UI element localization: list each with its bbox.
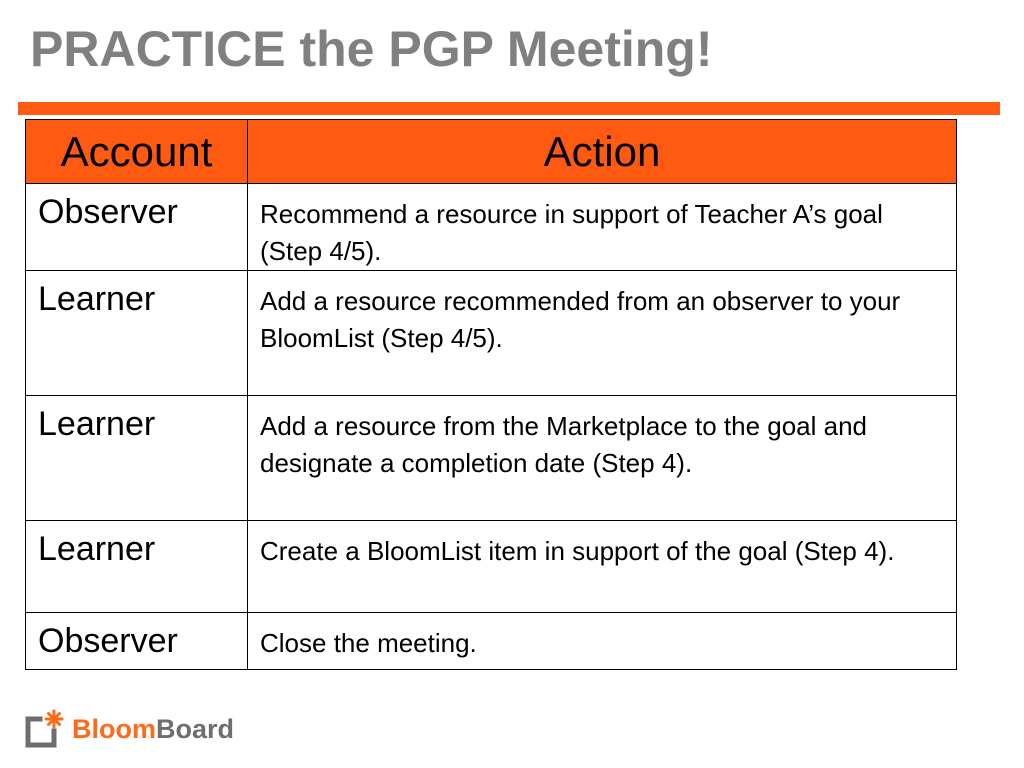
- table-row: [26, 270, 957, 395]
- logo-wordmark-board: Board: [156, 714, 235, 744]
- account-cell: Observer: [26, 612, 248, 669]
- header-action: Action: [248, 120, 957, 184]
- account-cell: Learner: [26, 520, 248, 612]
- slide-title: PRACTICE the PGP Meeting!: [30, 21, 713, 77]
- logo-wordmark-bloom: Bloom: [72, 714, 156, 744]
- table-row: [26, 612, 957, 669]
- action-cell: Create a BloomList item in support of the goal (Step 4).: [248, 520, 957, 612]
- action-cell: Add a resource from the Marketplace to the goal and designate a completion date (Step 4).: [248, 395, 957, 520]
- table-row: [26, 184, 957, 271]
- header-account: Account: [26, 120, 248, 184]
- bloomboard-logo: [24, 705, 234, 749]
- action-cell: Recommend a resource in support of Teacher A’s goal (Step 4/5).: [248, 184, 957, 271]
- account-cell: Learner: [26, 395, 248, 520]
- table-header-row: [26, 120, 957, 184]
- table-row: [26, 395, 957, 520]
- bloomboard-logo-icon: [24, 707, 68, 749]
- logo-wordmark: [72, 716, 234, 749]
- action-cell: Add a resource recommended from an observer to your BloomList (Step 4/5).: [248, 270, 957, 395]
- action-cell: Close the meeting.: [248, 612, 957, 669]
- practice-table: [25, 119, 957, 670]
- account-cell: Observer: [26, 184, 248, 271]
- title-divider: [18, 102, 1000, 115]
- table-row: [26, 520, 957, 612]
- account-cell: Learner: [26, 270, 248, 395]
